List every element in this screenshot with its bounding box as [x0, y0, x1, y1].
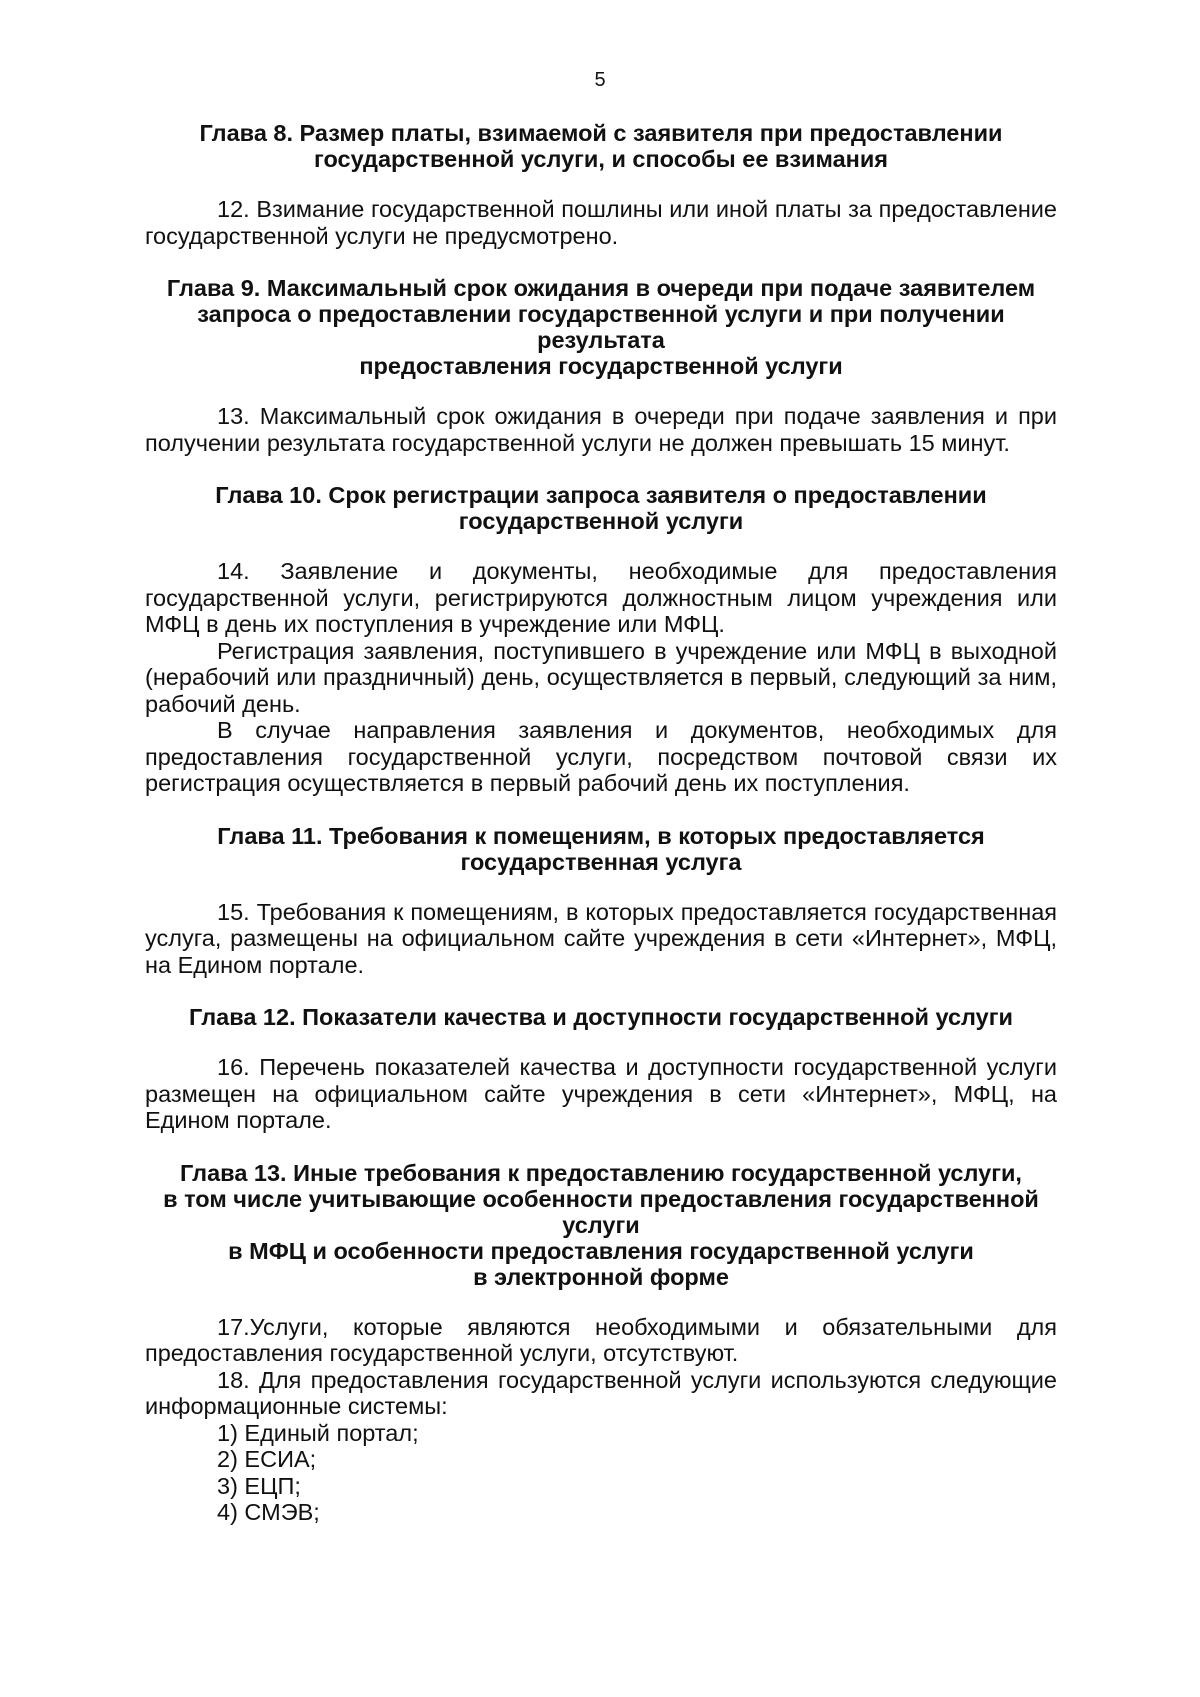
list-item: 4) СМЭВ;	[217, 1499, 320, 1525]
list-item: 3) ЕЦП;	[217, 1472, 301, 1499]
paragraph-14-postal: В случае направления заявления и документов, необходимых для предоставления государственной услуги, посредством почтовой связи их регистрация осуществляется в первый рабочий день их поступления.	[145, 717, 1057, 796]
chapter-title-line: государственной услуги, и способы ее взимания	[313, 146, 889, 172]
list-item: 2) ЕСИА;	[217, 1446, 317, 1472]
list-item: 1) Единый портал;	[217, 1419, 419, 1446]
chapter-13-title	[145, 1160, 1057, 1290]
paragraph-15: 15. Требования к помещениям, в которых предоставляется государственная услуга, размещены на официальном сайте учреждения в сети «Интернет», МФЦ, на Едином портале.	[145, 898, 1057, 978]
paragraph-12: 12. Взимание государственной пошлины или иной платы за предоставление государственной услуги не предусмотрено.	[145, 196, 1057, 249]
paragraph-14: 14. Заявление и документы, необходимые для предоставления государственной услуги, регистрируются должностным лицом учреждения или МФЦ в день их поступления в учреждение или МФЦ.	[145, 558, 1057, 637]
paragraph-14-registration: Регистрация заявления, поступившего в учреждение или МФЦ в выходной (нерабочий или праздничный) день, осуществляется в первый, следующий за ним, рабочий день.	[145, 637, 1057, 717]
chapter-title-line: Глава 13. Иные требования к предоставлению государственной услуги,	[180, 1159, 1022, 1186]
chapter-title-line: государственная услуга	[460, 848, 742, 875]
chapter-title-line: в МФЦ и особенности предоставления государственной услуги	[228, 1237, 974, 1264]
chapter-9-title	[145, 275, 1057, 379]
chapter-title-line: предоставления государственной услуги	[359, 353, 843, 379]
paragraph-18: 18. Для предоставления государственной услуги используются следующие информационные системы:	[145, 1366, 1057, 1419]
chapter-11-title	[145, 823, 1057, 875]
chapter-10-title	[145, 482, 1057, 534]
chapter-title-line: Глава 9. Максимальный срок ожидания в очереди при подаче заявителем	[166, 275, 1036, 301]
paragraph-17: 17.Услуги, которые являются необходимыми и обязательными для предоставления государственной услуги, отсутствуют.	[145, 1313, 1057, 1366]
chapter-8-title	[145, 120, 1057, 172]
chapter-title-line: государственной услуги	[458, 508, 744, 534]
chapter-title-line: Глава 12. Показатели качества и доступности государственной услуги	[189, 1004, 1013, 1030]
chapter-title-line: Глава 10. Срок регистрации запроса заявителя о предоставлении	[215, 482, 987, 508]
chapter-title-line: в электронной форме	[473, 1263, 729, 1290]
chapter-title-line: в том числе учитывающие особенности предоставления государственной услуги	[163, 1185, 1039, 1238]
chapter-12-title	[145, 1004, 1057, 1030]
chapter-title-line: Глава 8. Размер платы, взимаемой с заявителя при предоставлении	[199, 120, 1003, 146]
chapter-title-line: Глава 11. Требования к помещениям, в которых предоставляется	[217, 822, 985, 849]
document-content	[145, 120, 1057, 1526]
paragraph-16: 16. Перечень показателей качества и доступности государственной услуги размещен на официальном сайте учреждения в сети «Интернет», МФЦ, на Едином портале.	[145, 1054, 1057, 1133]
chapter-title-line: запроса о предоставлении государственной услуги и при получении результата	[197, 301, 1005, 353]
page-number: 5	[594, 69, 606, 91]
paragraph-13: 13. Максимальный срок ожидания в очереди при подаче заявления и при получении результата государственной услуги не должен превышать 15 минут.	[145, 403, 1057, 456]
